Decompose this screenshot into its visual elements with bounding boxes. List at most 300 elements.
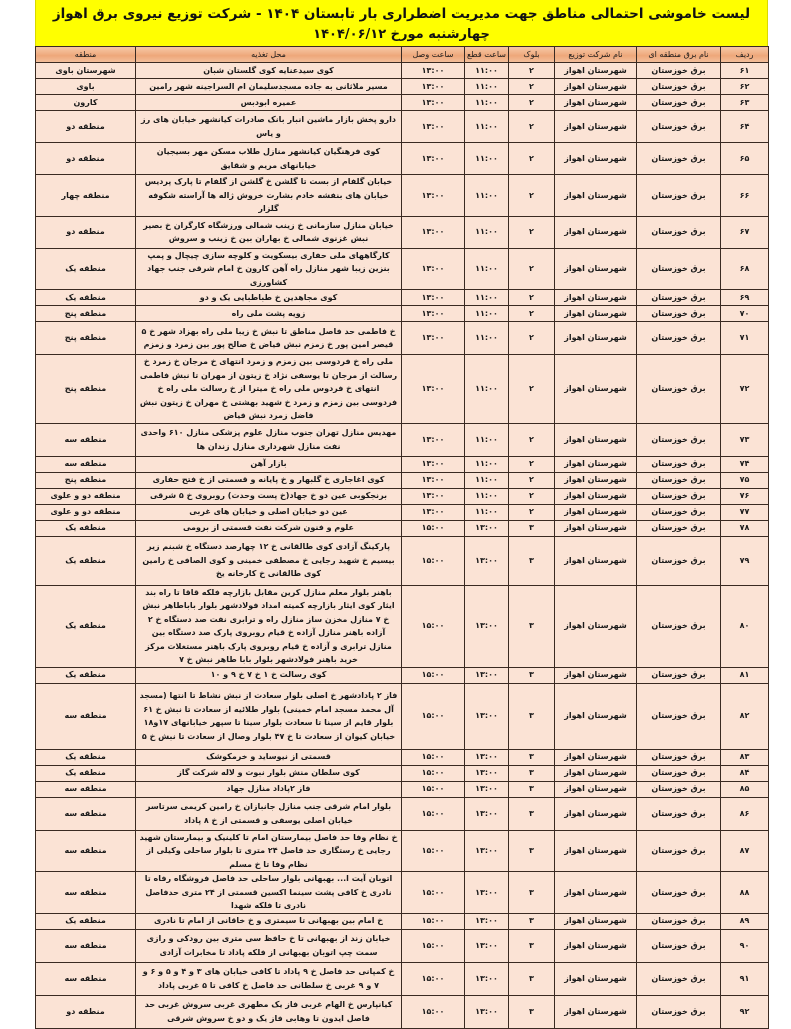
cut-time-cell: ۱۱:۰۰ <box>465 290 509 306</box>
zone-cell: منطقه دو <box>36 111 136 143</box>
block-cell: ۲ <box>509 456 555 472</box>
row-number-cell: ۷۱ <box>721 322 769 355</box>
zone-cell: منطقه سه <box>36 797 136 830</box>
cut-time-cell: ۱۳:۰۰ <box>465 585 509 667</box>
feed-location-cell: خ نظام وفا حد فاصل بیمارستان امام تا کلینیک و بیمارستان شهید رجایی خ رستگاری حد فاصل ۲۴ متری تا بلوار ساحلی وکیلی از نظام وفا تا خ مسلم <box>136 830 402 872</box>
restore-time-cell: ۱۳:۰۰ <box>402 290 465 306</box>
restore-time-cell: ۱۳:۰۰ <box>402 63 465 79</box>
restore-time-cell: ۱۵:۰۰ <box>402 520 465 536</box>
row-number-cell: ۷۸ <box>721 520 769 536</box>
feed-location-cell: کوی رسالت خ ۱ خ ۷ خ ۹ و ۱۰ <box>136 667 402 683</box>
distribution-company-cell: شهرستان اهواز <box>555 929 637 962</box>
regional-company-cell: برق خوزستان <box>637 175 721 217</box>
restore-time-cell: ۱۵:۰۰ <box>402 830 465 872</box>
row-number-cell: ۸۷ <box>721 830 769 872</box>
distribution-company-cell: شهرستان اهواز <box>555 488 637 504</box>
block-cell: ۳ <box>509 749 555 765</box>
cut-time-cell: ۱۳:۰۰ <box>465 830 509 872</box>
regional-company-cell: برق خوزستان <box>637 913 721 929</box>
zone-cell: منطقه دو و علوی <box>36 488 136 504</box>
cut-time-cell: ۱۳:۰۰ <box>465 781 509 797</box>
feed-location-cell: قسمتی از نیوساید و خرمکوشک <box>136 749 402 765</box>
block-cell: ۲ <box>509 472 555 488</box>
zone-cell: منطقه چهار <box>36 175 136 217</box>
cut-time-cell: ۱۱:۰۰ <box>465 216 509 248</box>
block-cell: ۲ <box>509 175 555 217</box>
distribution-company-cell: شهرستان اهواز <box>555 355 637 424</box>
distribution-company-cell: شهرستان اهواز <box>555 536 637 585</box>
block-cell: ۲ <box>509 111 555 143</box>
table-row <box>36 683 769 749</box>
distribution-company-cell: شهرستان اهواز <box>555 472 637 488</box>
restore-time-cell: ۱۳:۰۰ <box>402 456 465 472</box>
restore-time-cell: ۱۳:۰۰ <box>402 306 465 322</box>
table-row <box>36 781 769 797</box>
row-number-cell: ۷۵ <box>721 472 769 488</box>
block-cell: ۳ <box>509 797 555 830</box>
table-row <box>36 667 769 683</box>
row-number-cell: ۸۰ <box>721 585 769 667</box>
zone-cell: منطقه دو <box>36 143 136 175</box>
col-header-feed-location: محل تغذیه <box>136 47 402 63</box>
cut-time-cell: ۱۱:۰۰ <box>465 456 509 472</box>
restore-time-cell: ۱۳:۰۰ <box>402 488 465 504</box>
cut-time-cell: ۱۱:۰۰ <box>465 95 509 111</box>
cut-time-cell: ۱۳:۰۰ <box>465 995 509 1028</box>
table-row <box>36 111 769 143</box>
regional-company-cell: برق خوزستان <box>637 683 721 749</box>
restore-time-cell: ۱۵:۰۰ <box>402 683 465 749</box>
col-header-zone: منطقه <box>36 47 136 63</box>
row-number-cell: ۷۹ <box>721 536 769 585</box>
feed-location-cell: مهدیس منازل تهران جنوب منازل علوم پزشکی منازل ۶۱۰ واحدی نفت منازل شهرداری منازل زندان ها <box>136 423 402 456</box>
zone-cell: کارون <box>36 95 136 111</box>
distribution-company-cell: شهرستان اهواز <box>555 683 637 749</box>
zone-cell: منطقه پنج <box>36 306 136 322</box>
row-number-cell: ۸۸ <box>721 872 769 914</box>
distribution-company-cell: شهرستان اهواز <box>555 456 637 472</box>
feed-location-cell: خ امام بین بهبهانی تا سیمتری و خ خاقانی از امام تا نادری <box>136 913 402 929</box>
table-row <box>36 175 769 217</box>
regional-company-cell: برق خوزستان <box>637 456 721 472</box>
regional-company-cell: برق خوزستان <box>637 765 721 781</box>
regional-company-cell: برق خوزستان <box>637 248 721 290</box>
distribution-company-cell: شهرستان اهواز <box>555 667 637 683</box>
restore-time-cell: ۱۵:۰۰ <box>402 536 465 585</box>
distribution-company-cell: شهرستان اهواز <box>555 175 637 217</box>
cut-time-cell: ۱۱:۰۰ <box>465 355 509 424</box>
row-number-cell: ۷۰ <box>721 306 769 322</box>
table-row <box>36 290 769 306</box>
cut-time-cell: ۱۳:۰۰ <box>465 765 509 781</box>
cut-time-cell: ۱۱:۰۰ <box>465 423 509 456</box>
zone-cell: منطقه یک <box>36 248 136 290</box>
title-banner <box>35 0 768 46</box>
feed-location-cell: پارکینگ آزادی کوی طالقانی خ ۱۲ چهارصد دستگاه خ شبنم زیر بیسیم خ شهید رجایی خ مصطفی خمینی و کوی الصافی خ رامین کوی طالقانی خ کارخانه یخ <box>136 536 402 585</box>
row-number-cell: ۸۶ <box>721 797 769 830</box>
cut-time-cell: ۱۳:۰۰ <box>465 520 509 536</box>
restore-time-cell: ۱۳:۰۰ <box>402 216 465 248</box>
row-number-cell: ۶۳ <box>721 95 769 111</box>
regional-company-cell: برق خوزستان <box>637 423 721 456</box>
distribution-company-cell: شهرستان اهواز <box>555 797 637 830</box>
table-row <box>36 504 769 520</box>
block-cell: ۳ <box>509 995 555 1028</box>
regional-company-cell: برق خوزستان <box>637 995 721 1028</box>
table-row <box>36 248 769 290</box>
cut-time-cell: ۱۱:۰۰ <box>465 79 509 95</box>
cut-time-cell: ۱۱:۰۰ <box>465 248 509 290</box>
cut-time-cell: ۱۳:۰۰ <box>465 797 509 830</box>
table-row <box>36 63 769 79</box>
feed-location-cell: دارو پخش بازار ماشین انبار بانک صادرات کیانشهر خیابان های رز و یاس <box>136 111 402 143</box>
feed-location-cell: کوی سلطان منش بلوار نبوت و لاله شرکت گاز <box>136 765 402 781</box>
col-header-restore-time: ساعت وصل <box>402 47 465 63</box>
zone-cell: باوی <box>36 79 136 95</box>
zone-cell: منطقه سه <box>36 929 136 962</box>
table-row <box>36 520 769 536</box>
zone-cell: منطقه سه <box>36 830 136 872</box>
regional-company-cell: برق خوزستان <box>637 322 721 355</box>
restore-time-cell: ۱۵:۰۰ <box>402 781 465 797</box>
block-cell: ۳ <box>509 585 555 667</box>
restore-time-cell: ۱۳:۰۰ <box>402 423 465 456</box>
row-number-cell: ۹۰ <box>721 929 769 962</box>
row-number-cell: ۹۲ <box>721 995 769 1028</box>
restore-time-cell: ۱۳:۰۰ <box>402 472 465 488</box>
zone-cell: منطقه سه <box>36 872 136 914</box>
cut-time-cell: ۱۱:۰۰ <box>465 306 509 322</box>
table-row <box>36 536 769 585</box>
block-cell: ۲ <box>509 63 555 79</box>
col-header-distribution-company: نام شرکت توزیع <box>555 47 637 63</box>
distribution-company-cell: شهرستان اهواز <box>555 216 637 248</box>
zone-cell: منطقه پنج <box>36 322 136 355</box>
block-cell: ۲ <box>509 95 555 111</box>
outage-schedule-sheet <box>35 0 768 1029</box>
table-row <box>36 962 769 995</box>
row-number-cell: ۸۵ <box>721 781 769 797</box>
cut-time-cell: ۱۱:۰۰ <box>465 322 509 355</box>
page-title: لیست خاموشی احتمالی مناطق جهت مدیریت اضطراری بار تابستان ۱۴۰۴ - شرکت توزیع نیروی برق اهواز <box>52 6 751 22</box>
row-number-cell: ۶۶ <box>721 175 769 217</box>
feed-location-cell: کیانپارس خ الهام غربی فاز یک مطهری غربی سروش غربی حد فاصل ایدون تا وهابی فاز یک و دو خ سروش شرقی <box>136 995 402 1028</box>
cut-time-cell: ۱۳:۰۰ <box>465 929 509 962</box>
feed-location-cell: ملی راه خ فردوسی بین زمزم و زمرد انتهای خ مرجان خ زمرد خ رسالت از مرجان تا یوسفی نژاد خ زیتون از مهران تا نبش فاطمی انتهای خ فردوس ملی راه خ میترا از خ رسالت ملی راه خ فردوسی بین زمزم و زمرد خ شهید بهشتی خ مهران خ زیتون نبش فاضل زمرد نبش فیاض <box>136 355 402 424</box>
feed-location-cell: برنجکوبی عین دو خ جهاد(خ پست وحدت) روبروی خ ۵ شرقی <box>136 488 402 504</box>
table-row <box>36 585 769 667</box>
table-header-row <box>36 47 769 63</box>
outage-table <box>35 46 769 1029</box>
restore-time-cell: ۱۵:۰۰ <box>402 962 465 995</box>
block-cell: ۳ <box>509 830 555 872</box>
restore-time-cell: ۱۵:۰۰ <box>402 749 465 765</box>
col-header-regional-company: نام برق منطقه ای <box>637 47 721 63</box>
cut-time-cell: ۱۳:۰۰ <box>465 872 509 914</box>
cut-time-cell: ۱۳:۰۰ <box>465 913 509 929</box>
distribution-company-cell: شهرستان اهواز <box>555 306 637 322</box>
block-cell: ۲ <box>509 355 555 424</box>
regional-company-cell: برق خوزستان <box>637 111 721 143</box>
cut-time-cell: ۱۳:۰۰ <box>465 962 509 995</box>
zone-cell: منطقه یک <box>36 585 136 667</box>
table-row <box>36 143 769 175</box>
feed-location-cell: بلوار امام شرقی جنب منازل جانبازان خ رامین کریمی سرتاسر خیابان اصلی یوسفی و قسمتی از خ ۸ پاداد <box>136 797 402 830</box>
block-cell: ۳ <box>509 962 555 995</box>
table-row <box>36 472 769 488</box>
row-number-cell: ۶۸ <box>721 248 769 290</box>
feed-location-cell: زویه پشت ملی راه <box>136 306 402 322</box>
regional-company-cell: برق خوزستان <box>637 95 721 111</box>
distribution-company-cell: شهرستان اهواز <box>555 322 637 355</box>
cut-time-cell: ۱۱:۰۰ <box>465 175 509 217</box>
table-row <box>36 929 769 962</box>
feed-location-cell: خ فاطمی حد فاصل مناطق تا نبش خ زیبا ملی راه بهزاد شهر خ ۵ قیصر امین پور خ زمزم نبش فیاض خ صالح پور بین زمرد و زمزم <box>136 322 402 355</box>
row-number-cell: ۸۲ <box>721 683 769 749</box>
block-cell: ۳ <box>509 929 555 962</box>
zone-cell: منطقه دو <box>36 995 136 1028</box>
zone-cell: منطقه یک <box>36 913 136 929</box>
table-row <box>36 913 769 929</box>
distribution-company-cell: شهرستان اهواز <box>555 765 637 781</box>
zone-cell: منطقه سه <box>36 423 136 456</box>
regional-company-cell: برق خوزستان <box>637 667 721 683</box>
block-cell: ۲ <box>509 306 555 322</box>
restore-time-cell: ۱۳:۰۰ <box>402 504 465 520</box>
regional-company-cell: برق خوزستان <box>637 520 721 536</box>
row-number-cell: ۷۲ <box>721 355 769 424</box>
block-cell: ۲ <box>509 488 555 504</box>
block-cell: ۲ <box>509 423 555 456</box>
restore-time-cell: ۱۵:۰۰ <box>402 765 465 781</box>
block-cell: ۲ <box>509 248 555 290</box>
regional-company-cell: برق خوزستان <box>637 290 721 306</box>
row-number-cell: ۸۴ <box>721 765 769 781</box>
row-number-cell: ۷۳ <box>721 423 769 456</box>
feed-location-cell: کوی فرهنگیان کیانشهر منازل طلاب مسکن مهر بسیجیان خیابانهای مریم و شقایق <box>136 143 402 175</box>
zone-cell: منطقه سه <box>36 456 136 472</box>
feed-location-cell: کوی اغاجاری خ گلبهار و خ پایانه و قسمتی از خ فتح حفاری <box>136 472 402 488</box>
feed-location-cell: کوی سیدعنایه کوی گلستان شبان <box>136 63 402 79</box>
distribution-company-cell: شهرستان اهواز <box>555 423 637 456</box>
regional-company-cell: برق خوزستان <box>637 306 721 322</box>
distribution-company-cell: شهرستان اهواز <box>555 63 637 79</box>
cut-time-cell: ۱۳:۰۰ <box>465 536 509 585</box>
table-row <box>36 306 769 322</box>
block-cell: ۲ <box>509 216 555 248</box>
feed-location-cell: عمیره ابودبس <box>136 95 402 111</box>
restore-time-cell: ۱۳:۰۰ <box>402 111 465 143</box>
zone-cell: منطقه یک <box>36 765 136 781</box>
regional-company-cell: برق خوزستان <box>637 536 721 585</box>
col-header-row-number: ردیف <box>721 47 769 63</box>
block-cell: ۲ <box>509 143 555 175</box>
zone-cell: منطقه دو <box>36 216 136 248</box>
distribution-company-cell: شهرستان اهواز <box>555 781 637 797</box>
row-number-cell: ۸۳ <box>721 749 769 765</box>
regional-company-cell: برق خوزستان <box>637 79 721 95</box>
regional-company-cell: برق خوزستان <box>637 749 721 765</box>
distribution-company-cell: شهرستان اهواز <box>555 79 637 95</box>
distribution-company-cell: شهرستان اهواز <box>555 248 637 290</box>
feed-location-cell: خیابان زند از بهبهانی تا خ حافظ سی متری بین رودکی و رازی سمت چپ اتوبان بهبهانی از فلکه پاداد تا مخابرات آزادی <box>136 929 402 962</box>
regional-company-cell: برق خوزستان <box>637 585 721 667</box>
cut-time-cell: ۱۳:۰۰ <box>465 667 509 683</box>
table-row <box>36 322 769 355</box>
cut-time-cell: ۱۱:۰۰ <box>465 488 509 504</box>
distribution-company-cell: شهرستان اهواز <box>555 962 637 995</box>
distribution-company-cell: شهرستان اهواز <box>555 585 637 667</box>
block-cell: ۳ <box>509 913 555 929</box>
block-cell: ۳ <box>509 520 555 536</box>
restore-time-cell: ۱۳:۰۰ <box>402 143 465 175</box>
regional-company-cell: برق خوزستان <box>637 797 721 830</box>
page-subtitle-date: چهارشنبه مورخ ۱۴۰۴/۰۶/۱۲ <box>313 27 490 42</box>
block-cell: ۲ <box>509 322 555 355</box>
row-number-cell: ۷۷ <box>721 504 769 520</box>
restore-time-cell: ۱۵:۰۰ <box>402 995 465 1028</box>
block-cell: ۳ <box>509 536 555 585</box>
regional-company-cell: برق خوزستان <box>637 488 721 504</box>
regional-company-cell: برق خوزستان <box>637 216 721 248</box>
row-number-cell: ۶۲ <box>721 79 769 95</box>
feed-location-cell: باهنر بلوار معلم منازل کرین مقابل بازارچه فلکه قاقا تا راه بند ایثار کوی ایثار بازارچه کمیته امداد فولادشهر بلوار باباطاهر نبش خ ۷ منازل مخزن ساز منازل راه و ترابری نفت صد دستگاه خ ۲ آزاده باهنر منازل آزاده خ قیام روبروی پارک صد دستگاه بین منازل ترابری و آزاده خ قیام روبروی پارک باهنر مستغلات مرکز خرید باهنر فولادشهر بلوار بابا طاهر نبش خ ۷ <box>136 585 402 667</box>
regional-company-cell: برق خوزستان <box>637 781 721 797</box>
row-number-cell: ۶۱ <box>721 63 769 79</box>
zone-cell: منطقه پنج <box>36 355 136 424</box>
row-number-cell: ۶۴ <box>721 111 769 143</box>
regional-company-cell: برق خوزستان <box>637 63 721 79</box>
col-header-block: بلوک <box>509 47 555 63</box>
table-row <box>36 797 769 830</box>
feed-location-cell: مسیر ملاثانی به جاده مسجدسلیمان ام السراجینه شهر رامین <box>136 79 402 95</box>
zone-cell: منطقه یک <box>36 749 136 765</box>
cut-time-cell: ۱۱:۰۰ <box>465 143 509 175</box>
table-row <box>36 995 769 1028</box>
regional-company-cell: برق خوزستان <box>637 872 721 914</box>
restore-time-cell: ۱۵:۰۰ <box>402 929 465 962</box>
feed-location-cell: خیابان گلفام از بست تا گلشن خ گلشن از گلفام تا پارک پردیس خیابان های بنفشه خادم بشارت خروش ژاله ها آراسته شکوفه گلزار <box>136 175 402 217</box>
feed-location-cell: عین دو خیابان اصلی و خیابان های غربی <box>136 504 402 520</box>
block-cell: ۳ <box>509 872 555 914</box>
table-row <box>36 765 769 781</box>
cut-time-cell: ۱۳:۰۰ <box>465 683 509 749</box>
distribution-company-cell: شهرستان اهواز <box>555 95 637 111</box>
distribution-company-cell: شهرستان اهواز <box>555 749 637 765</box>
cut-time-cell: ۱۱:۰۰ <box>465 63 509 79</box>
feed-location-cell: بازار آهن <box>136 456 402 472</box>
regional-company-cell: برق خوزستان <box>637 504 721 520</box>
zone-cell: منطقه سه <box>36 683 136 749</box>
block-cell: ۳ <box>509 781 555 797</box>
cut-time-cell: ۱۱:۰۰ <box>465 111 509 143</box>
row-number-cell: ۷۶ <box>721 488 769 504</box>
cut-time-cell: ۱۱:۰۰ <box>465 472 509 488</box>
table-row <box>36 830 769 872</box>
col-header-cut-time: ساعت قطع <box>465 47 509 63</box>
zone-cell: منطقه یک <box>36 520 136 536</box>
feed-location-cell: علوم و فنون شرکت نفت قسمتی از برومی <box>136 520 402 536</box>
distribution-company-cell: شهرستان اهواز <box>555 290 637 306</box>
regional-company-cell: برق خوزستان <box>637 472 721 488</box>
restore-time-cell: ۱۵:۰۰ <box>402 667 465 683</box>
row-number-cell: ۶۷ <box>721 216 769 248</box>
row-number-cell: ۸۹ <box>721 913 769 929</box>
distribution-company-cell: شهرستان اهواز <box>555 520 637 536</box>
table-row <box>36 749 769 765</box>
table-row <box>36 872 769 914</box>
restore-time-cell: ۱۵:۰۰ <box>402 872 465 914</box>
feed-location-cell: فاز ۲پاداد منازل جهاد <box>136 781 402 797</box>
block-cell: ۳ <box>509 683 555 749</box>
regional-company-cell: برق خوزستان <box>637 143 721 175</box>
block-cell: ۳ <box>509 667 555 683</box>
restore-time-cell: ۱۵:۰۰ <box>402 913 465 929</box>
block-cell: ۳ <box>509 765 555 781</box>
row-number-cell: ۹۱ <box>721 962 769 995</box>
distribution-company-cell: شهرستان اهواز <box>555 504 637 520</box>
distribution-company-cell: شهرستان اهواز <box>555 143 637 175</box>
zone-cell: منطقه یک <box>36 536 136 585</box>
table-body <box>36 63 769 1029</box>
block-cell: ۲ <box>509 290 555 306</box>
restore-time-cell: ۱۳:۰۰ <box>402 248 465 290</box>
distribution-company-cell: شهرستان اهواز <box>555 995 637 1028</box>
table-row <box>36 423 769 456</box>
zone-cell: شهرستان باوی <box>36 63 136 79</box>
restore-time-cell: ۱۵:۰۰ <box>402 797 465 830</box>
cut-time-cell: ۱۳:۰۰ <box>465 749 509 765</box>
feed-location-cell: فاز ۲ پادادشهر خ اصلی بلوار سعادت از نبش نشاط تا انتها (مسجد آل محمد مسجد امام خمینی) بلوار طلائیه از سعادت تا نبش خ ۶۱ بلوار قایم از سینا تا سعادت بلوار سینا تا سپهر خیابانهای ۱۷و۱۸ خیابان کیوان از سعادت تا خ ۴۷ بلوار وصال از سعادت تا نبش خ ۵ <box>136 683 402 749</box>
feed-location-cell: خیابان منازل سازمانی خ زینب شمالی ورزشگاه کارگران خ بصیر نبش غزنوی شمالی خ بهاران بین خ زینب و سروش <box>136 216 402 248</box>
row-number-cell: ۶۹ <box>721 290 769 306</box>
distribution-company-cell: شهرستان اهواز <box>555 872 637 914</box>
restore-time-cell: ۱۳:۰۰ <box>402 355 465 424</box>
distribution-company-cell: شهرستان اهواز <box>555 830 637 872</box>
restore-time-cell: ۱۵:۰۰ <box>402 585 465 667</box>
restore-time-cell: ۱۳:۰۰ <box>402 175 465 217</box>
zone-cell: منطقه دو و علوی <box>36 504 136 520</box>
distribution-company-cell: شهرستان اهواز <box>555 913 637 929</box>
table-row <box>36 355 769 424</box>
block-cell: ۲ <box>509 79 555 95</box>
feed-location-cell: کوی مجاهدین خ طباطبایی یک و دو <box>136 290 402 306</box>
restore-time-cell: ۱۳:۰۰ <box>402 322 465 355</box>
regional-company-cell: برق خوزستان <box>637 830 721 872</box>
table-row <box>36 79 769 95</box>
table-row <box>36 216 769 248</box>
feed-location-cell: اتوبان آیت ا... بهبهانی بلوار ساحلی حد فاصل فروشگاه رفاه تا نادری خ کافی پشت سینما اکسین قسمتی از ۲۴ متری حدفاصل نادری تا فلکه شهدا <box>136 872 402 914</box>
restore-time-cell: ۱۳:۰۰ <box>402 95 465 111</box>
table-row <box>36 95 769 111</box>
row-number-cell: ۶۵ <box>721 143 769 175</box>
regional-company-cell: برق خوزستان <box>637 929 721 962</box>
table-row <box>36 456 769 472</box>
feed-location-cell: کارگاههای ملی حفاری بیسکویت و کلوچه سازی چیچال و پمپ بنزین زیبا شهر منازل راه آهن کارون خ امام شرقی جنب جهاد کشاورزی <box>136 248 402 290</box>
table-row <box>36 488 769 504</box>
zone-cell: منطقه سه <box>36 781 136 797</box>
regional-company-cell: برق خوزستان <box>637 962 721 995</box>
zone-cell: منطقه پنج <box>36 472 136 488</box>
zone-cell: منطقه یک <box>36 667 136 683</box>
restore-time-cell: ۱۳:۰۰ <box>402 79 465 95</box>
distribution-company-cell: شهرستان اهواز <box>555 111 637 143</box>
zone-cell: منطقه یک <box>36 290 136 306</box>
feed-location-cell: خ کمپانی حد فاصل خ ۹ پاداد تا کافی خیابان های ۳ و ۴ و ۵ و ۶ و ۷ و ۹ غربی خ سلطانی حد فاصل خ کافی تا ۵ غربی پاداد <box>136 962 402 995</box>
cut-time-cell: ۱۱:۰۰ <box>465 504 509 520</box>
block-cell: ۲ <box>509 504 555 520</box>
regional-company-cell: برق خوزستان <box>637 355 721 424</box>
